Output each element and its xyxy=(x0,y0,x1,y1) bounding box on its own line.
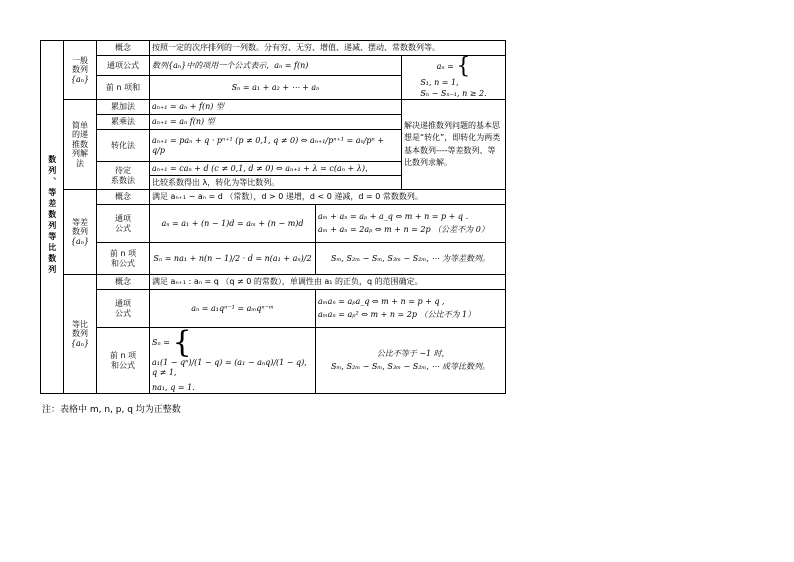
arithmetic-section-label: 等差 数列 {aₙ} xyxy=(64,190,97,275)
recursive-note: 解决递推数列问题的基本思想是“转化”，即转化为两类基本数列----等差数列、等比数列求解。 xyxy=(402,100,506,190)
arithmetic-sum-label: 前 n 项 和公式 xyxy=(97,243,150,275)
general-formula-label: 通项公式 xyxy=(97,56,150,76)
arithmetic-formula-label: 通项 公式 xyxy=(97,205,150,243)
recursive-add-label: 累加法 xyxy=(97,100,150,115)
recursive-undet-label: 待定 系数法 xyxy=(97,162,150,190)
recursive-convert-label: 转化法 xyxy=(97,130,150,162)
arithmetic-concept-text: 满足 aₙ₊₁ − aₙ = d （常数），d > 0 递增，d < 0 递减，d = 0 常数数列。 xyxy=(150,190,506,205)
sequence-summary-table xyxy=(40,40,506,394)
recursive-undet-note: 比较系数得出 λ，转化为等比数列。 xyxy=(150,176,402,190)
general-sum-text: Sₙ = a₁ + a₂ + ⋯ + aₙ xyxy=(150,76,402,100)
recursive-add-text: aₙ₊₁ = aₙ + f(n) 型 xyxy=(150,100,402,115)
arithmetic-formula-property: aₘ + aₙ = aₚ + a_q ⇔ m + n = p + q . aₘ + aₙ = 2aₚ ⇔ m + n = 2p （公差不为 0） xyxy=(316,205,506,243)
arithmetic-formula-text: aₙ = a₁ + (n − 1)d = aₘ + (n − m)d xyxy=(150,205,316,243)
geometric-formula-label: 通项 公式 xyxy=(97,290,150,328)
general-concept-text: 按照一定的次序排列的一列数。分有穷、无穷、增值、递减、摆动、常数数列等。 xyxy=(150,41,506,56)
general-section-label: 一般 数列 {aₙ} xyxy=(64,41,97,100)
geometric-formula-text: aₙ = a₁qⁿ⁻¹ = aₘqⁿ⁻ᵐ xyxy=(150,290,316,328)
recursive-section-label: 简单 的递 推数 列解 法 xyxy=(64,100,97,190)
geometric-concept-text: 满足 aₙ₊₁ : aₙ = q （q ≠ 0 的常数），单调性由 a₁ 的正负，q 的范围确定。 xyxy=(150,275,506,290)
geometric-formula-property: aₘaₙ = aₚa_q ⇔ m + n = p + q , aₘaₙ = aₚ² ⇔ m + n = 2p （公比不为 1） xyxy=(316,290,506,328)
recursive-convert-text: aₙ₊₁ = paₙ + q · pⁿ⁺¹ (p ≠ 0,1, q ≠ 0) ⇔ aₙ₊₁/pⁿ⁺¹ = aₙ/pⁿ + q/p xyxy=(150,130,402,162)
general-sum-relation: aₙ = { S₁, n = 1, Sₙ − Sₙ₋₁, n ≥ 2. xyxy=(402,56,506,100)
general-sum-label: 前 n 项和 xyxy=(97,76,150,100)
recursive-mul-label: 累乘法 xyxy=(97,115,150,130)
recursive-mul-text: aₙ₊₁ = aₙ f(n) 型 xyxy=(150,115,402,130)
geometric-concept-label: 概念 xyxy=(97,275,150,290)
arithmetic-sum-text: Sₙ = na₁ + n(n − 1)/2 · d = n(a₁ + aₙ)/2 xyxy=(150,243,316,275)
arithmetic-concept-label: 概念 xyxy=(97,190,150,205)
footnote: 注：表格中 m, n, p, q 均为正整数 xyxy=(42,405,181,415)
geometric-sum-label: 前 n 项 和公式 xyxy=(97,328,150,394)
geometric-sum-property: 公比不等于 −1 时, Sₘ, S₂ₘ − Sₘ, S₃ₘ − S₂ₘ, ⋯ 成等比数列。 xyxy=(316,328,506,394)
geometric-sum-text: Sₙ = { a₁(1 − qⁿ)/(1 − q) = (a₁ − aₙq)/(1 − q), q ≠ 1, na₁, q = 1. xyxy=(150,328,316,394)
general-formula-text: 数列{aₙ}中的项用一个公式表示，aₙ = f(n) xyxy=(150,56,402,76)
table-title: 数列、等差数列等比数列 xyxy=(41,41,64,394)
geometric-section-label: 等比 数列 {aₙ} xyxy=(64,275,97,394)
arithmetic-sum-property: Sₘ, S₂ₘ − Sₘ, S₃ₘ − S₂ₘ, ⋯ 为等差数列。 xyxy=(316,243,506,275)
general-concept-label: 概念 xyxy=(97,41,150,56)
recursive-undet-text: aₙ₊₁ = caₙ + d (c ≠ 0,1, d ≠ 0) ⇔ aₙ₊₁ + λ = c(aₙ + λ)， xyxy=(150,162,402,176)
